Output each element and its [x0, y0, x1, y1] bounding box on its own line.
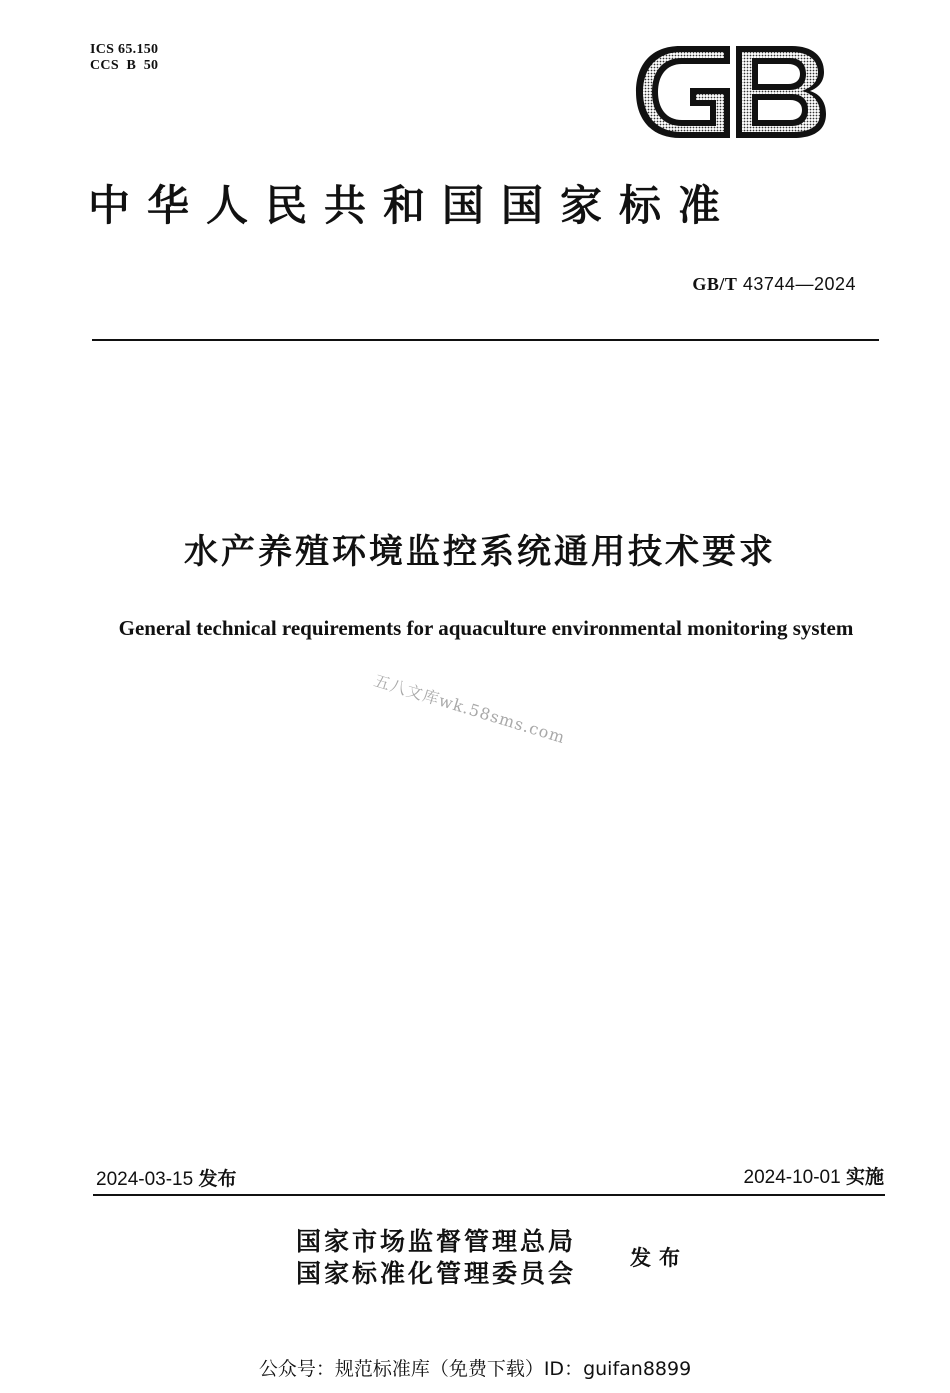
bottom-divider: [93, 1194, 885, 1196]
top-divider: [92, 339, 879, 341]
standard-prefix: GB/T: [692, 274, 738, 294]
publish-label: 发布: [630, 1245, 688, 1270]
document-title-chinese: 水产养殖环境监控系统通用技术要求: [184, 532, 776, 572]
effective-date-value: 2024-10-01: [743, 1167, 841, 1188]
issue-date: [96, 1166, 237, 1193]
watermark: 五八文库wk.58sms.com: [371, 670, 568, 748]
ccs-code: CCS B 50: [90, 58, 159, 73]
issuer-sac: 国家标准化管理委员会: [296, 1259, 577, 1288]
ics-code: ICS 65.150: [90, 42, 159, 57]
footer-note: 公众号：规范标准库（免费下载）ID：guifan8899: [258, 1358, 692, 1380]
national-standard-title: 中华人民共和国国家标准: [88, 181, 738, 230]
effective-date-label: 实施: [845, 1166, 884, 1188]
standard-number: [692, 272, 856, 296]
classification-codes: [90, 42, 158, 74]
issue-date-value: 2024-03-15: [96, 1169, 194, 1190]
issuer-samr: 国家市场监督管理总局: [296, 1227, 577, 1256]
issue-date-label: 发布: [198, 1168, 237, 1190]
effective-date: [744, 1164, 885, 1191]
standard-code: 43744—2024: [742, 274, 856, 294]
issuing-authorities: [296, 1226, 576, 1290]
document-title-english: General technical requirements for aquaculture environmental monitoring system: [118, 616, 854, 640]
gb-logo: [632, 42, 828, 142]
